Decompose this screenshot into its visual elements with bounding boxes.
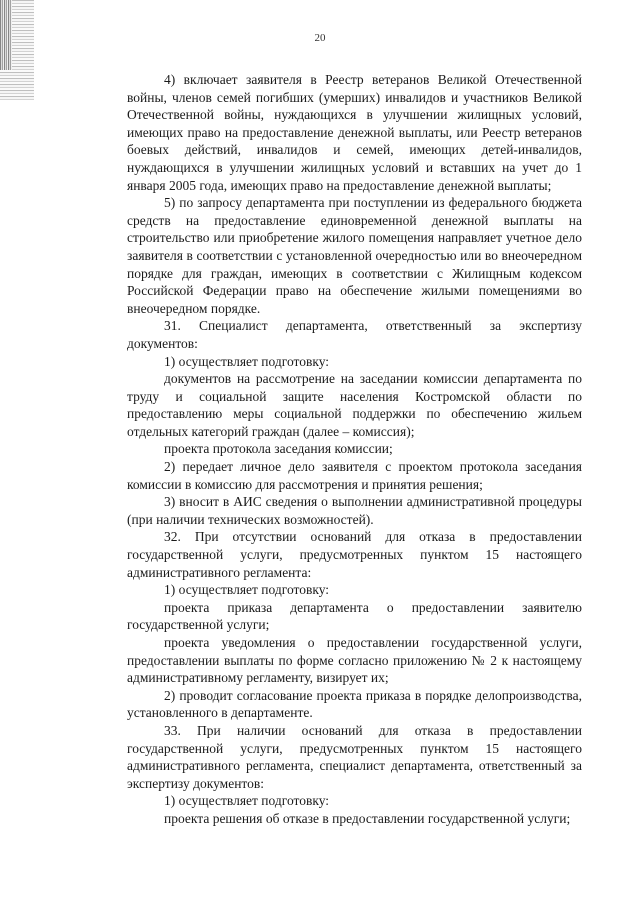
paragraph: проекта приказа департамента о предоставлении заявителю государственной услуги; xyxy=(127,599,582,633)
paragraph: проекта решения об отказе в предоставлении государственной услуги; xyxy=(164,810,571,826)
paragraph: 1) осуществляет подготовку: xyxy=(164,793,330,809)
paragraph: 1) осуществляет подготовку: xyxy=(164,582,330,598)
document-body xyxy=(127,71,582,828)
paragraph: 3) вносит в АИС сведения о выполнении административной процедуры (при наличии технических возможностей). xyxy=(127,494,582,527)
scan-edge-artifact xyxy=(0,0,34,100)
paragraph: проекта протокола заседания комиссии; xyxy=(164,441,393,457)
paragraph: 4) включает заявителя в Реестр ветеранов Великой Отечественной войны, членов семей погибших (умерших) инвалидов и участников Великой Отечественной войны, нуждающихся в улучшении жилищных условий, имеющих право на предоставление денежной выплаты, или Реестр ветеранов боевых действий, инвалидов и семей, имеющих детей-инвалидов, нуждающихся в улучшении жилищных условий и вставших на учет до 1 января 2005 года, имеющих право на предоставление денежной выплаты; xyxy=(127,72,582,193)
paragraph: 2) передает личное дело заявителя с проектом протокола заседания комиссии в комиссию для рассмотрения и принятия решения; xyxy=(127,459,582,492)
paragraph: 31. Специалист департамента, ответственный за экспертизу документов: xyxy=(127,318,582,351)
paragraph: документов на рассмотрение на заседании комиссии департамента по труду и социальной защите населения Костромской области по предоставлению меры социальной поддержки по обеспечению жильем отдельных категорий граждан (далее – комиссия); xyxy=(127,371,582,439)
paragraph: проекта уведомления о предоставлении государственной услуги, предоставлении выплаты по форме согласно приложению № 2 к настоящему административному регламенту, визирует их; xyxy=(127,635,582,686)
paragraph: 5) по запросу департамента при поступлении из федерального бюджета средств на предоставление единовременной денежной выплаты на строительство или приобретение жилого помещения направляет учетное дело заявителя в соответствии с установленной очередностью или во внеочередном порядке для граждан, имеющих в соответствии с Жилищным кодексом Российской Федерации право на обеспечение жилыми помещениями во внеочередном порядке. xyxy=(127,195,582,316)
paragraph: 1) осуществляет подготовку: xyxy=(164,353,330,369)
paragraph: 32. При отсутствии оснований для отказа в предоставлении государственной услуги, предусмотренных пунктом 15 настоящего административного регламента: xyxy=(127,529,582,580)
page-number: 20 xyxy=(314,32,326,44)
paragraph: 33. При наличии оснований для отказа в предоставлении государственной услуги, предусмотренных пунктом 15 настоящего административного регламента, специалист департамента, ответственный за экспертизу документов: xyxy=(127,722,582,791)
paragraph: 2) проводит согласование проекта приказа в порядке делопроизводства, установленного в департаменте. xyxy=(127,687,582,721)
